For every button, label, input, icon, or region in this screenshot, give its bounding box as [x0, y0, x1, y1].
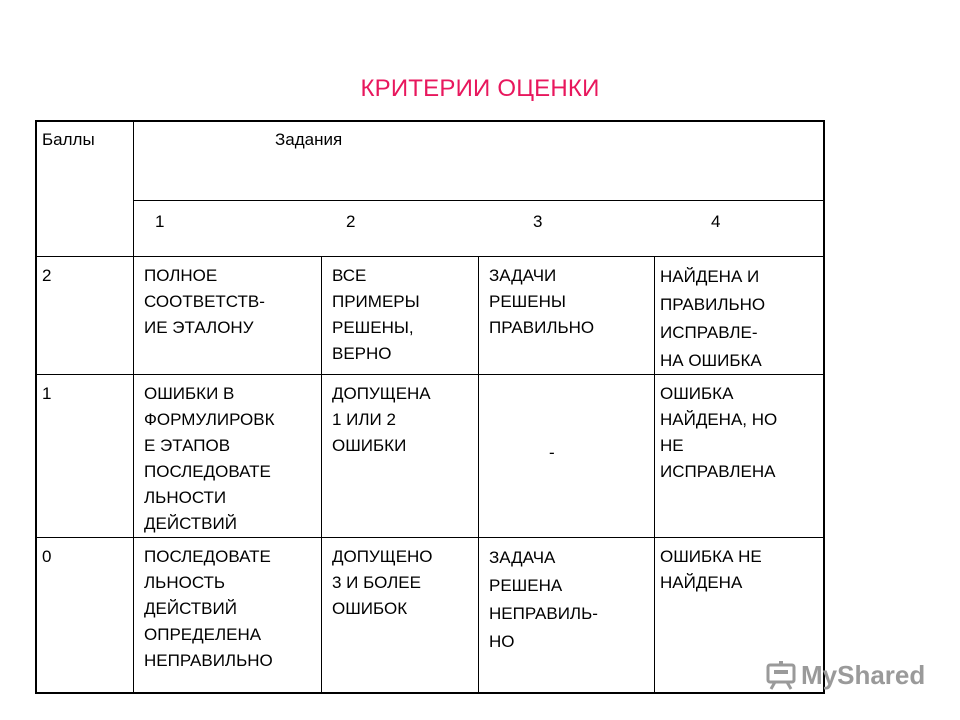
task-number-2: 2 — [346, 212, 356, 231]
criteria-cell: ЗАДАЧА РЕШЕНА НЕПРАВИЛЬ- НО — [489, 548, 598, 651]
row-divider — [37, 256, 825, 257]
criteria-cell: ОШИБКА НЕ НАЙДЕНА — [660, 547, 762, 592]
criteria-cell: ОШИБКИ В ФОРМУЛИРОВК Е ЭТАПОВ ПОСЛЕДОВАТЕ ЛЬНОСТИ ДЕЙСТВИЙ — [144, 384, 275, 533]
presentation-board-icon — [765, 659, 797, 691]
row-points: 0 — [42, 547, 52, 566]
header-divider — [133, 200, 825, 201]
page-title: КРИТЕРИИ ОЦЕНКИ — [360, 75, 600, 102]
criteria-cell: ОШИБКА НАЙДЕНА, НО НЕ ИСПРАВЛЕНА — [660, 384, 778, 481]
points-header: Баллы — [42, 130, 95, 149]
task-number-1: 1 — [155, 212, 165, 231]
criteria-cell: ВСЕ ПРИМЕРЫ РЕШЕНЫ, ВЕРНО — [332, 266, 420, 363]
criteria-table — [35, 120, 825, 694]
criteria-cell: НАЙДЕНА И ПРАВИЛЬНО ИСПРАВЛЕ- НА ОШИБКА — [660, 267, 766, 370]
task-number-3: 3 — [533, 212, 543, 231]
row-points: 1 — [42, 384, 52, 403]
criteria-cell: ДОПУЩЕНО 3 И БОЛЕЕ ОШИБОК — [332, 547, 433, 618]
tasks-header: Задания — [275, 130, 343, 149]
criteria-cell: ЗАДАЧИ РЕШЕНЫ ПРАВИЛЬНО — [489, 266, 595, 337]
col-divider — [321, 256, 322, 694]
watermark-logo — [765, 655, 925, 695]
row-divider — [37, 537, 825, 538]
row-points: 2 — [42, 266, 52, 285]
watermark-text: MyShared — [801, 659, 926, 690]
criteria-cell: ПОСЛЕДОВАТЕ ЛЬНОСТЬ ДЕЙСТВИЙ ОПРЕДЕЛЕНА НЕПРАВИЛЬНО — [144, 547, 273, 670]
col-divider — [654, 256, 655, 694]
criteria-cell: ПОЛНОЕ СООТВЕТСТВ- ИЕ ЭТАЛОНУ — [144, 266, 265, 337]
col-divider — [478, 256, 479, 694]
criteria-cell: - — [549, 443, 555, 462]
task-number-4: 4 — [711, 212, 721, 231]
criteria-cell: ДОПУЩЕНА 1 ИЛИ 2 ОШИБКИ — [332, 384, 431, 455]
col-divider — [133, 122, 134, 694]
